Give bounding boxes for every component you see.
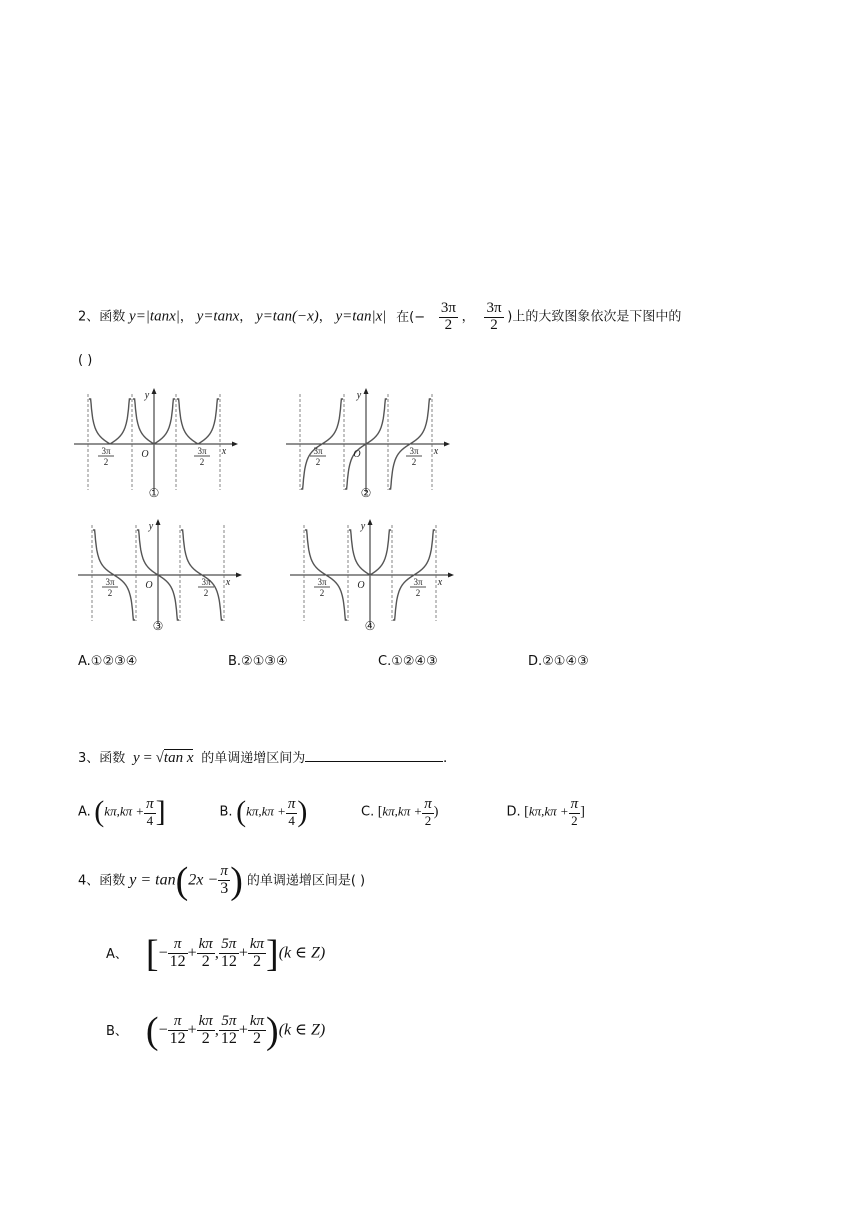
origin-label: O	[141, 449, 149, 460]
q4-stem: 4、函数 y = tan(2x − $\frac{\pi}{3}$ ) 的单调递增区间是( )	[78, 860, 366, 902]
q2-graphs	[70, 385, 470, 637]
q2-comma: ，	[461, 309, 475, 325]
y-axis-label: y	[360, 521, 366, 532]
function-curve	[89, 399, 131, 444]
q2-option-c[interactable]: C.①②④③	[378, 654, 438, 669]
x-axis-arrow	[444, 442, 450, 447]
q4-option-b-letter: B、	[106, 1023, 128, 1039]
graph-label-2: ②	[360, 486, 372, 500]
tick-label-neg-num: 3π	[317, 577, 327, 587]
q3-answer-blank[interactable]	[305, 749, 443, 762]
y-axis-label: y	[356, 390, 362, 401]
q3-prefix: 3、函数	[78, 751, 126, 766]
x-axis-arrow	[236, 573, 242, 578]
y-axis-label: y	[148, 521, 154, 532]
graph-panel-1	[74, 388, 238, 492]
q2-prefix: 2、函数	[78, 309, 126, 325]
tick-label-neg-num: 3π	[105, 577, 115, 587]
q3-suffix: 的单调递增区间为	[201, 751, 306, 766]
graph-panel-2	[286, 388, 450, 492]
graph-label-3: ③	[152, 619, 164, 633]
y-axis-arrow	[156, 519, 161, 525]
q4-option-a[interactable]: A、 [− $\frac{\pi}{12}$ + $\frac{k\pi}{2}$ , $\frac{5\pi}{12}$ + $\frac{k\pi}{2}$ ](k ∈ Z)	[106, 933, 326, 975]
q3-option-d-letter: D.	[506, 804, 521, 820]
q2-suffix: )上的大致图象依次是下图中的	[507, 309, 682, 325]
q2-stem: 2、函数 y=|tanx|， y=tanx， y=tan(−x)， y=tan|x| 在(− $\frac{3\pi}{2}$ ， $\frac{3\pi}{2}$ )上的大致图象依次是下图中的	[78, 300, 682, 333]
y-axis-label: y	[144, 390, 150, 401]
x-axis-label: x	[225, 577, 231, 588]
q4-inner: 2x −	[188, 871, 219, 889]
tick-label-neg-num: 3π	[101, 446, 111, 456]
q3-option-b[interactable]: B. (kπ,kπ + $\frac{\pi}{4}$ )	[219, 795, 308, 829]
q2-func-3: y=tan(−x)	[256, 308, 319, 325]
graph-panel-4	[290, 519, 454, 623]
q3-stem	[78, 747, 447, 767]
graph-label-4: ④	[364, 619, 376, 633]
q4-suffix: 的单调递增区间是( )	[246, 873, 366, 889]
q3-option-d[interactable]: D. [kπ,kπ + $\frac{\pi}{2}$ ]	[506, 796, 585, 828]
tick-label-neg-den: 2	[315, 457, 321, 467]
tick-label-pos-num: 3π	[197, 446, 207, 456]
function-curve	[177, 399, 219, 444]
tick-label-pos-num: 3π	[409, 446, 419, 456]
q2-right-bound-fraction	[484, 301, 503, 334]
q3-sqrt-body: tan x	[163, 750, 194, 766]
q4-option-a-letter: A、	[106, 946, 128, 962]
tick-label-neg-den: 2	[107, 588, 113, 598]
q4-prefix: 4、函数	[78, 873, 126, 889]
tick-label-neg-num: 3π	[313, 446, 323, 456]
q2-frac-den-2: 2	[484, 317, 503, 334]
tick-label-pos-den: 2	[203, 588, 209, 598]
tick-label-pos-den: 2	[411, 457, 417, 467]
q3-expr-y: y	[133, 750, 140, 766]
q3-expr-eq: =	[143, 750, 152, 766]
graph-panel-3	[78, 519, 242, 623]
y-axis-arrow	[364, 388, 369, 394]
q2-frac-den-1: 2	[439, 317, 458, 334]
q2-in-text: 在(−	[396, 309, 426, 325]
tick-label-neg-den: 2	[103, 457, 109, 467]
q2-frac-num-2: 3π	[486, 300, 502, 316]
q3-option-a[interactable]: A. (kπ,kπ + $\frac{\pi}{4}$ ]	[78, 795, 166, 829]
q3-period: .	[443, 750, 447, 766]
q4-expr: y = tan	[129, 871, 176, 889]
q2-option-d[interactable]: D.②①④③	[528, 654, 589, 669]
q2-option-a[interactable]: A.①②③④	[78, 654, 138, 669]
tick-label-pos-den: 2	[199, 457, 205, 467]
q3-option-b-letter: B.	[219, 804, 233, 820]
tick-label-pos-den: 2	[415, 588, 421, 598]
y-axis-arrow	[152, 388, 157, 394]
x-axis-label: x	[433, 446, 439, 457]
tick-label-pos-num: 3π	[413, 577, 423, 587]
tick-label-pos-num: 3π	[201, 577, 211, 587]
q2-left-bound-fraction	[439, 301, 458, 334]
q2-answer-paren: ( )	[78, 353, 93, 368]
q3-option-a-letter: A.	[78, 804, 91, 820]
q2-func-4: y=tan|x|	[335, 308, 387, 325]
tick-label-neg-den: 2	[319, 588, 325, 598]
x-axis-arrow	[448, 573, 454, 578]
origin-label: O	[353, 449, 361, 460]
graph-label-1: ①	[148, 486, 160, 500]
q2-option-b[interactable]: B.②①③④	[228, 654, 288, 669]
x-axis-label: x	[221, 446, 227, 457]
y-axis-arrow	[368, 519, 373, 525]
origin-label: O	[145, 580, 153, 591]
origin-label: O	[357, 580, 365, 591]
x-axis-arrow	[232, 442, 238, 447]
q2-func-1: y=|tanx|	[129, 308, 180, 325]
q3-option-c-letter: C.	[361, 804, 375, 820]
radical-sign-icon: √	[155, 750, 164, 766]
q3-sqrt	[156, 750, 194, 767]
q2-func-2: y=tanx	[196, 308, 240, 325]
q2-frac-num-1: 3π	[440, 300, 456, 316]
q4-option-b[interactable]: B、 (− $\frac{\pi}{12}$ + $\frac{k\pi}{2}$ , $\frac{5\pi}{12}$ + $\frac{k\pi}{2}$ )(k ∈ Z)	[106, 1010, 326, 1052]
q3-option-c[interactable]: C. [kπ,kπ + $\frac{\pi}{2}$ )	[361, 796, 439, 828]
q3-options	[78, 797, 647, 827]
x-axis-label: x	[437, 577, 443, 588]
